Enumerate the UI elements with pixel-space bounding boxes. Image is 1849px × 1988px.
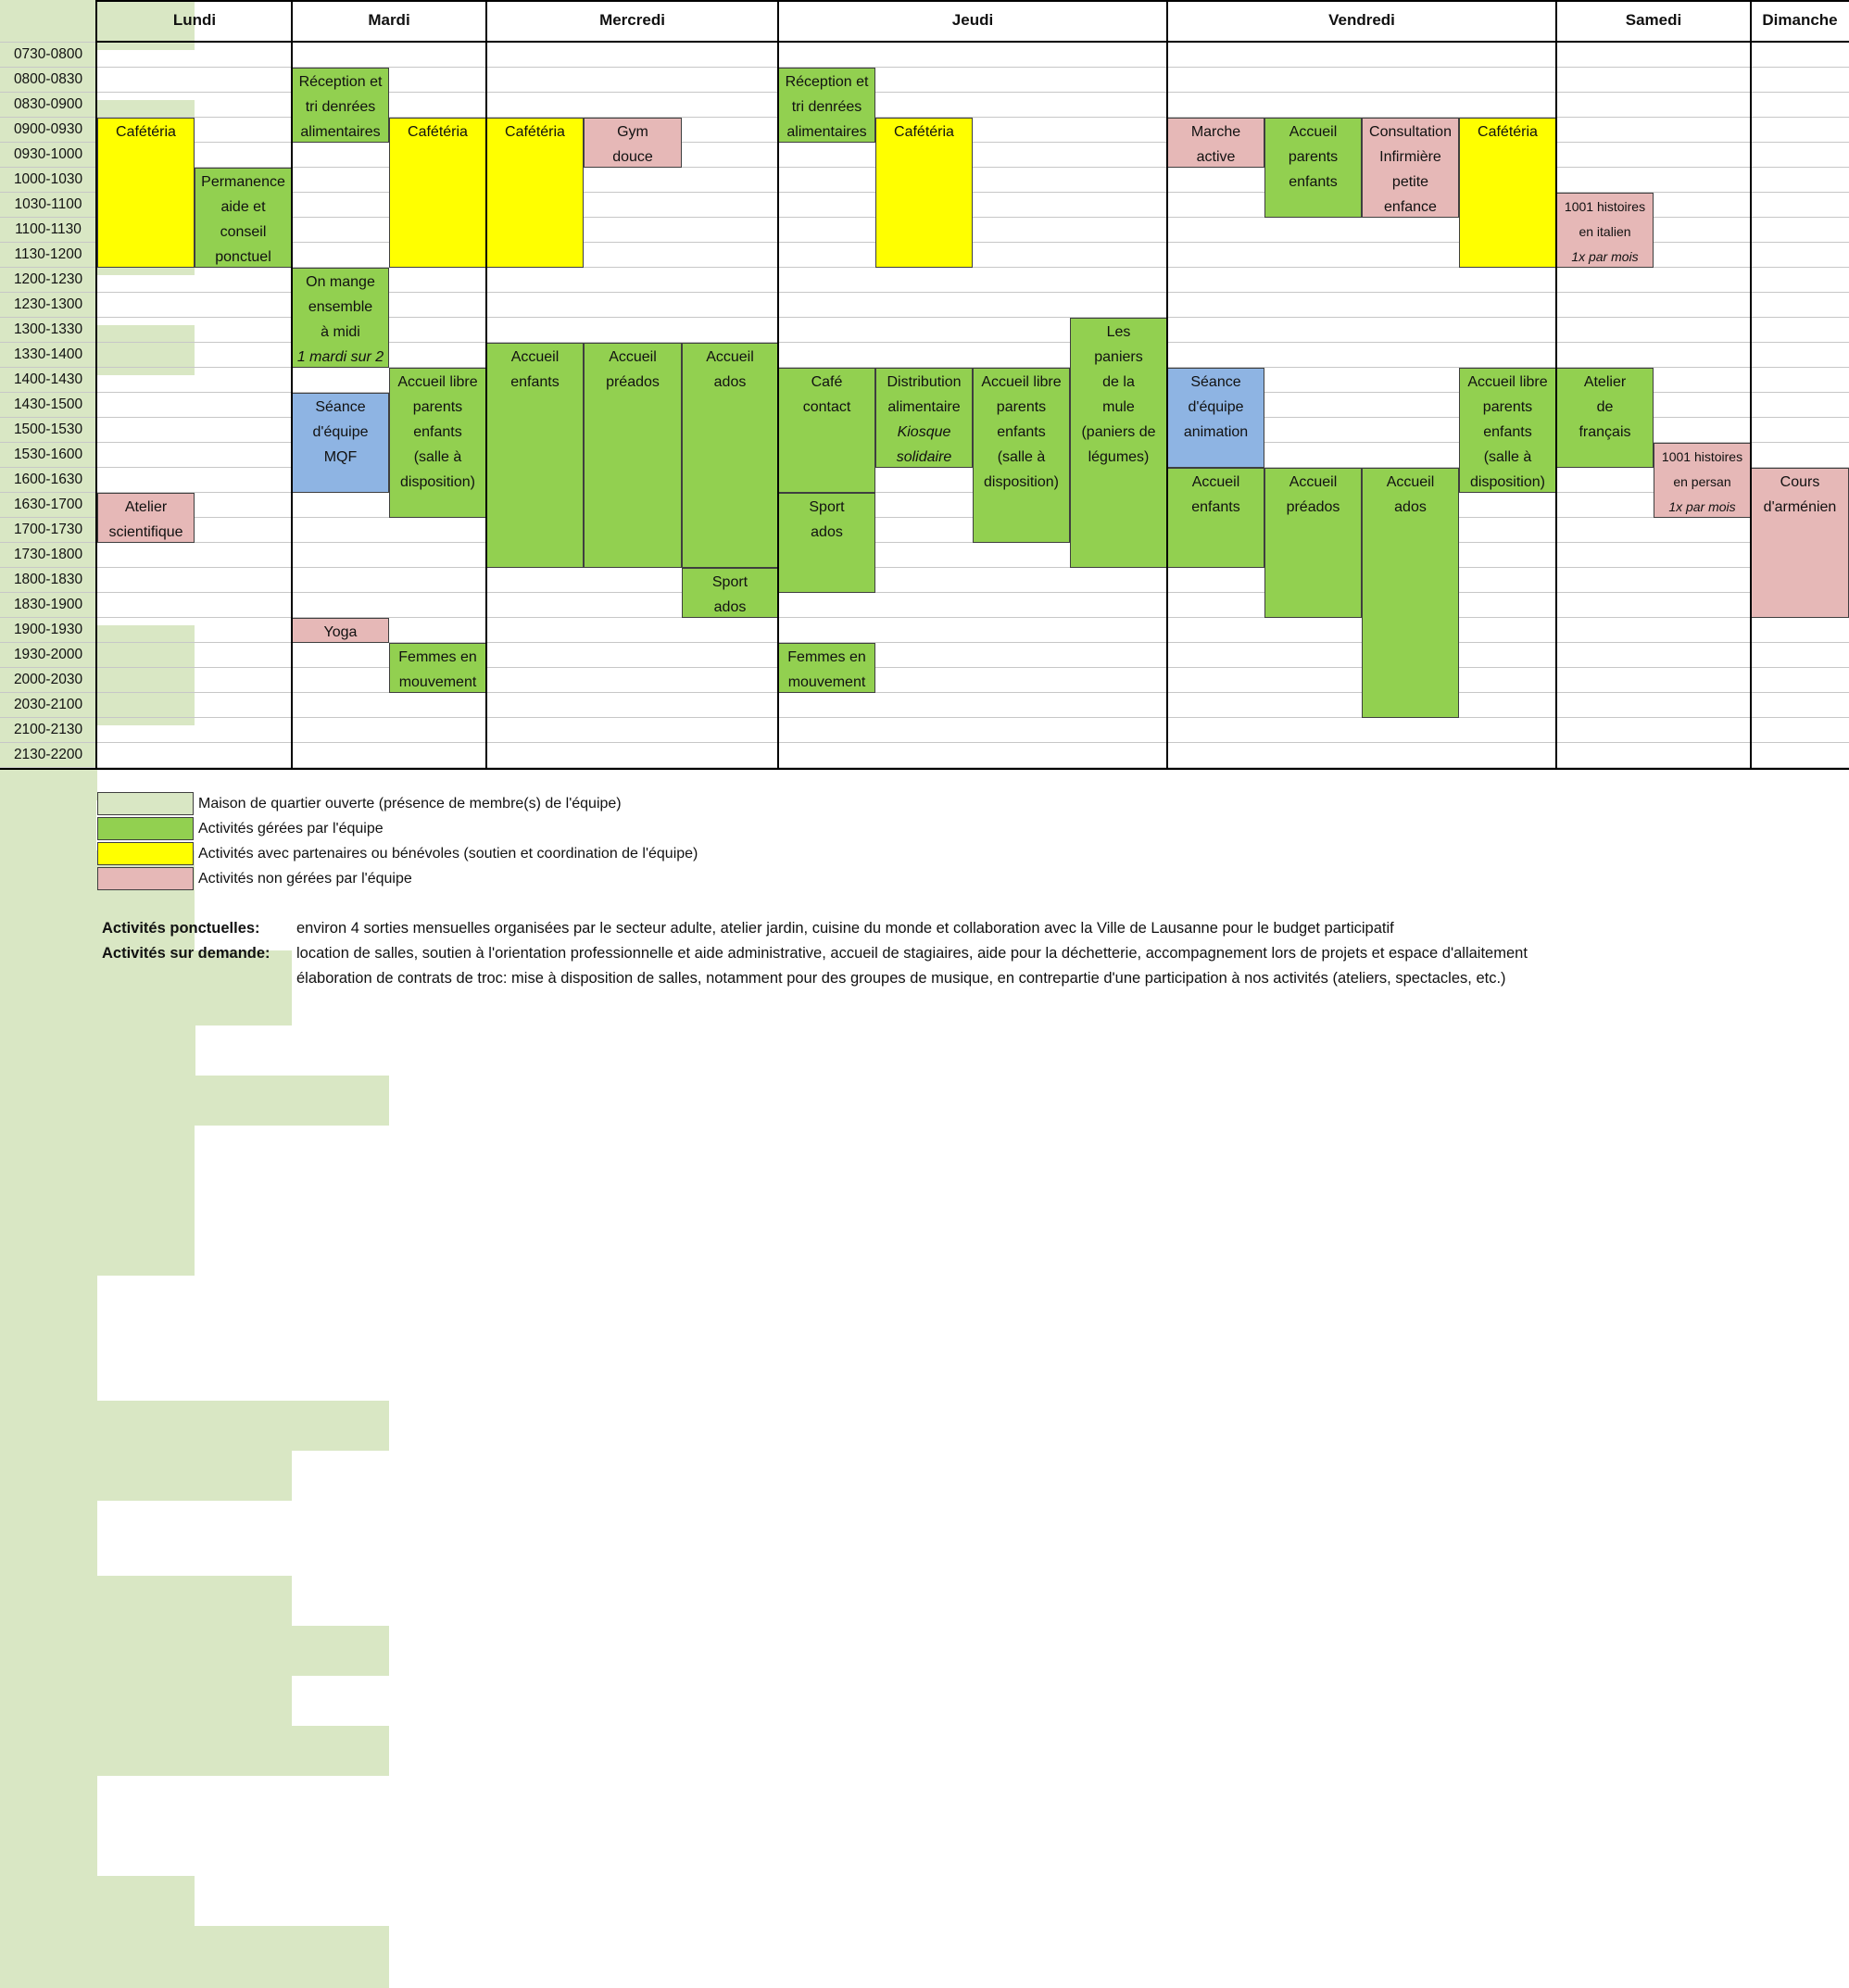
time-slot-label: 1800-1830 xyxy=(13,572,83,587)
open-hours-band xyxy=(0,1726,389,1776)
activity-line: ensemble xyxy=(308,299,373,315)
open-hours-band xyxy=(0,1276,97,1401)
activity-line: (salle à xyxy=(413,449,462,465)
note-text-sur-demande: location de salles, soutien à l'orientation professionnelle et aide administrative, accueil de stagiaires, aide pour la déchetterie, accompagnement lors de projets et espace d'allaitement xyxy=(296,945,1528,962)
activity-line: 1001 histoires xyxy=(1564,199,1646,214)
activity-block xyxy=(1264,468,1362,618)
time-slot-label: 1030-1100 xyxy=(14,196,82,212)
activity-block xyxy=(292,393,389,493)
activity-frequency: 1 mardi sur 2 xyxy=(296,349,384,365)
note-label-ponctuelles: Activités ponctuelles: xyxy=(102,920,260,937)
activity-frequency: 1x par mois xyxy=(1668,499,1736,514)
activity-line: Consultation xyxy=(1369,124,1452,140)
row-gridline xyxy=(0,567,1849,568)
activity-label xyxy=(712,570,748,618)
activity-line: petite xyxy=(1391,174,1429,190)
activity-line: alimentaire xyxy=(887,399,961,415)
activity-line: Accueil libre xyxy=(981,374,1062,390)
time-slot-label: 1730-1800 xyxy=(13,547,83,562)
row-gridline xyxy=(0,517,1849,518)
activity-label xyxy=(510,345,559,395)
activity-line: d'équipe xyxy=(1188,399,1244,415)
activity-block xyxy=(1556,368,1654,468)
activity-label xyxy=(398,645,476,693)
activity-line: On mange xyxy=(306,274,375,290)
activity-line: Marche xyxy=(1190,124,1241,140)
day-separator xyxy=(1750,0,1752,768)
activity-line: Sport xyxy=(711,574,748,590)
row-gridline xyxy=(0,717,1849,718)
legend-label-open: Maison de quartier ouverte (présence de membre(s) de l'équipe) xyxy=(198,796,622,812)
time-slot-label: 1100-1130 xyxy=(15,221,82,237)
activity-line: ados xyxy=(1394,499,1427,515)
row-gridline xyxy=(0,492,1849,493)
activity-block xyxy=(1362,468,1459,718)
row-gridline xyxy=(0,342,1849,343)
day-header-dimanche: Dimanche xyxy=(1762,11,1838,29)
time-slot-label: 2130-2200 xyxy=(13,747,83,762)
activity-line: Accueil libre xyxy=(1467,374,1548,390)
activity-frequency: 1x par mois xyxy=(1571,249,1639,264)
activity-line: enfants xyxy=(1483,424,1532,440)
note-label-sur-demande: Activités sur demande: xyxy=(102,945,270,962)
row-gridline xyxy=(0,692,1849,693)
activity-line: tri denrées xyxy=(305,99,376,115)
activity-line: parents xyxy=(1482,399,1533,415)
activity-line: parents xyxy=(996,399,1047,415)
grid-bottom-border xyxy=(0,768,1849,770)
activity-label xyxy=(706,345,754,395)
activity-label xyxy=(1467,370,1547,493)
activity-line: en persan xyxy=(1673,474,1731,489)
activity-label xyxy=(299,69,383,143)
activity-block xyxy=(1751,468,1849,618)
time-slot-label: 1130-1200 xyxy=(14,246,82,262)
day-separator xyxy=(291,0,293,768)
activity-line: Réception et xyxy=(785,74,869,90)
activity-block xyxy=(1459,368,1556,493)
activity-line: ponctuel xyxy=(215,249,271,265)
activity-line: (salle à xyxy=(1483,449,1532,465)
activity-line: Atelier xyxy=(124,499,168,515)
time-slot-label: 1230-1300 xyxy=(13,296,83,312)
activity-label xyxy=(1191,120,1240,168)
row-gridline xyxy=(0,292,1849,293)
activity-line: Cafétéria xyxy=(505,124,565,140)
activity-line: mouvement xyxy=(398,674,477,690)
activity-block xyxy=(1167,468,1264,568)
activity-line: parents xyxy=(412,399,463,415)
activity-label xyxy=(606,345,660,395)
open-hours-band xyxy=(0,1676,292,1726)
activity-label xyxy=(108,495,182,543)
open-hours-band xyxy=(0,1576,292,1601)
activity-line: conseil xyxy=(220,224,267,240)
activity-label xyxy=(887,370,961,468)
time-slot-label: 1300-1330 xyxy=(13,321,83,337)
activity-label xyxy=(894,120,954,145)
day-header-lundi: Lundi xyxy=(172,11,217,29)
legend-swatch-open xyxy=(97,792,194,815)
activity-block xyxy=(778,643,875,693)
activity-block xyxy=(584,118,682,168)
activity-line: Accueil xyxy=(1289,474,1338,490)
activity-line: Accueil xyxy=(1386,474,1435,490)
activity-label xyxy=(1579,370,1630,445)
activity-block xyxy=(97,118,195,268)
activity-line: Sport xyxy=(809,499,845,515)
activity-block xyxy=(97,493,195,543)
activity-line: Accueil libre xyxy=(397,374,478,390)
activity-line: paniers xyxy=(1094,349,1143,365)
activity-italic-line: Kiosque xyxy=(897,424,951,440)
header-bottom-border xyxy=(96,41,1849,43)
activity-label xyxy=(408,120,468,145)
time-slot-label: 1330-1400 xyxy=(13,346,83,362)
schedule-grid xyxy=(0,0,1849,769)
time-slot-label: 1000-1030 xyxy=(13,171,83,187)
activity-line: (paniers de xyxy=(1081,424,1156,440)
open-hours-band xyxy=(0,1126,195,1276)
time-slot-label: 0800-0830 xyxy=(13,71,83,87)
activity-line: enfants xyxy=(510,374,560,390)
open-hours-band xyxy=(0,1076,389,1126)
activity-line: disposition) xyxy=(1470,474,1545,490)
activity-line: de xyxy=(1596,399,1614,415)
activity-block xyxy=(1167,118,1264,168)
activity-line: Permanence xyxy=(201,174,285,190)
activity-label xyxy=(1764,470,1837,520)
open-hours-band xyxy=(0,800,96,850)
activity-line: Accueil xyxy=(706,349,754,365)
activity-block xyxy=(1167,368,1264,468)
activity-line: enfants xyxy=(413,424,462,440)
day-separator xyxy=(485,0,487,768)
activity-block xyxy=(875,368,973,468)
activity-block xyxy=(584,343,682,568)
activity-block xyxy=(292,68,389,143)
activity-block xyxy=(778,493,875,593)
activity-line: Femmes en xyxy=(787,649,866,665)
open-hours-band xyxy=(0,1926,389,1988)
activity-block xyxy=(1459,118,1556,268)
time-slot-label: 0830-0900 xyxy=(13,96,83,112)
time-slot-label: 1400-1430 xyxy=(13,371,83,387)
activity-line: préados xyxy=(606,374,660,390)
open-hours-band xyxy=(0,1401,389,1451)
activity-line: de la xyxy=(1102,374,1135,390)
activity-block xyxy=(1654,443,1751,518)
legend-label-external: Activités non gérées par l'équipe xyxy=(198,871,412,887)
activity-label xyxy=(803,370,851,420)
activity-line: Cafétéria xyxy=(408,124,468,140)
activity-line: disposition) xyxy=(984,474,1059,490)
row-gridline xyxy=(0,92,1849,93)
day-separator xyxy=(1166,0,1168,768)
activity-line: scientifique xyxy=(108,524,183,540)
activity-italic-line: solidaire xyxy=(896,449,952,465)
activity-line: mouvement xyxy=(787,674,866,690)
time-slot-label: 2100-2130 xyxy=(13,722,83,737)
row-gridline xyxy=(0,542,1849,543)
activity-block xyxy=(389,643,486,693)
activity-line: Yoga xyxy=(323,624,358,640)
activity-line: préados xyxy=(1286,499,1340,515)
activity-label xyxy=(397,370,477,495)
note-text-troc: élaboration de contrats de troc: mise à disposition de salles, notamment pour des groupes de musique, en contrepartie d'une participation à nos activités (ateliers, spectacles, etc.) xyxy=(296,970,1506,987)
day-header-jeudi: Jeudi xyxy=(951,11,994,29)
activity-line: Cafétéria xyxy=(116,124,176,140)
activity-line: 1001 histoires xyxy=(1661,449,1743,464)
activity-line: Cours xyxy=(1780,474,1820,490)
activity-line: animation xyxy=(1183,424,1249,440)
activity-label xyxy=(116,120,176,145)
activity-line: en italien xyxy=(1579,224,1631,239)
activity-line: Séance xyxy=(1190,374,1241,390)
activity-line: tri denrées xyxy=(791,99,862,115)
activity-line: aide et xyxy=(220,199,266,215)
activity-label xyxy=(1287,470,1340,520)
row-gridline xyxy=(0,642,1849,643)
activity-block xyxy=(875,118,973,268)
legend-swatch-partners xyxy=(97,842,194,865)
time-slot-label: 1430-1500 xyxy=(13,396,83,412)
activity-line: enfants xyxy=(1289,174,1338,190)
time-slot-label: 1600-1630 xyxy=(13,472,83,487)
legend-label-team: Activités gérées par l'équipe xyxy=(198,821,384,837)
activity-line: Femmes en xyxy=(398,649,477,665)
row-gridline xyxy=(0,667,1849,668)
activity-line: alimentaires xyxy=(786,124,867,140)
activity-line: Café xyxy=(811,374,843,390)
activity-line: enfants xyxy=(997,424,1046,440)
activity-block xyxy=(292,618,389,643)
activity-label xyxy=(1565,195,1645,268)
open-hours-band xyxy=(0,1601,292,1626)
activity-line: douce xyxy=(612,149,653,165)
activity-line: Séance xyxy=(315,399,366,415)
activity-block xyxy=(1070,318,1167,568)
day-header-mercredi: Mercredi xyxy=(599,11,665,29)
activity-line: Cafétéria xyxy=(1478,124,1538,140)
activity-block xyxy=(778,368,875,493)
activity-block xyxy=(486,343,584,568)
activity-label xyxy=(1387,470,1435,520)
activity-line: active xyxy=(1196,149,1236,165)
activity-line: Cafétéria xyxy=(894,124,954,140)
day-header-samedi: Samedi xyxy=(1625,11,1682,29)
day-header-mardi: Mardi xyxy=(368,11,410,29)
activity-line: contact xyxy=(802,399,851,415)
row-gridline xyxy=(0,742,1849,743)
activity-line: disposition) xyxy=(400,474,475,490)
activity-line: alimentaires xyxy=(300,124,381,140)
activity-line: Accueil xyxy=(510,349,560,365)
activity-block xyxy=(389,368,486,518)
activity-label xyxy=(297,270,384,368)
time-slot-label: 1630-1700 xyxy=(13,497,83,512)
time-slot-label: 2030-2100 xyxy=(13,697,83,712)
activity-line: d'arménien xyxy=(1763,499,1837,515)
open-hours-band xyxy=(0,1876,195,1926)
note-text-ponctuelles: environ 4 sorties mensuelles organisées par le secteur adulte, atelier jardin, cuisine du monde et collaboration avec la Ville de Lausanne pour le budget participatif xyxy=(296,920,1394,937)
day-header-vendredi: Vendredi xyxy=(1328,11,1395,29)
open-hours-band xyxy=(0,1776,97,1876)
day-separator xyxy=(777,0,779,768)
activity-line: ados xyxy=(713,374,747,390)
time-slot-label: 2000-2030 xyxy=(13,672,83,687)
activity-line: Atelier xyxy=(1583,374,1627,390)
legend-label-partners: Activités avec partenaires ou bénévoles (soutien et coordination de l'équipe) xyxy=(198,846,698,862)
time-slot-label: 1830-1900 xyxy=(13,597,83,612)
activity-line: (salle à xyxy=(997,449,1046,465)
activity-line: Accueil xyxy=(1289,124,1338,140)
time-slot-label: 1200-1230 xyxy=(13,271,83,287)
activity-block xyxy=(195,168,292,268)
time-slot-label: 1900-1930 xyxy=(13,622,83,637)
activity-line: MQF xyxy=(323,449,358,465)
activity-block xyxy=(486,118,584,268)
activity-label xyxy=(981,370,1061,495)
activity-label xyxy=(1289,120,1338,195)
activity-line: Les xyxy=(1106,324,1131,340)
activity-line: enfance xyxy=(1384,199,1437,215)
activity-line: mule xyxy=(1102,399,1135,415)
activity-line: Infirmière xyxy=(1379,149,1441,165)
activity-label xyxy=(1662,445,1742,518)
day-separator xyxy=(95,0,97,768)
time-slot-label: 0900-0930 xyxy=(13,121,83,137)
row-gridline xyxy=(0,67,1849,68)
activity-line: ados xyxy=(713,599,747,615)
activity-label xyxy=(505,120,565,145)
activity-label xyxy=(786,69,869,143)
activity-block xyxy=(973,368,1070,543)
activity-line: d'équipe xyxy=(312,424,369,440)
activity-line: parents xyxy=(1288,149,1339,165)
activity-line: à midi xyxy=(321,324,360,340)
time-slot-label: 0730-0800 xyxy=(13,46,83,62)
row-gridline xyxy=(0,592,1849,593)
day-separator xyxy=(1555,0,1557,768)
activity-label xyxy=(1478,120,1538,145)
activity-label xyxy=(787,645,865,693)
activity-label xyxy=(1184,370,1248,445)
activity-line: Gym xyxy=(617,124,648,140)
top-border xyxy=(96,0,1849,2)
activity-block xyxy=(682,343,778,568)
activity-line: français xyxy=(1579,424,1631,440)
activity-block xyxy=(1362,118,1459,218)
activity-label xyxy=(313,395,369,470)
activity-block xyxy=(292,268,389,368)
activity-label xyxy=(612,120,653,168)
activity-label xyxy=(324,620,358,643)
time-slot-label: 1930-2000 xyxy=(13,647,83,662)
activity-label xyxy=(201,170,285,268)
activity-line: légumes) xyxy=(1088,449,1150,465)
activity-label xyxy=(1081,320,1155,470)
activity-block xyxy=(389,118,486,268)
open-hours-band xyxy=(0,1451,292,1501)
time-slot-label: 1700-1730 xyxy=(13,522,83,537)
row-gridline xyxy=(0,317,1849,318)
activity-label xyxy=(809,495,844,545)
time-slot-label: 1530-1600 xyxy=(13,447,83,462)
activity-line: Accueil xyxy=(1191,474,1240,490)
open-hours-band xyxy=(0,1626,389,1676)
activity-line: enfants xyxy=(1191,499,1240,515)
activity-block xyxy=(682,568,778,618)
activity-label xyxy=(1369,120,1452,218)
open-hours-band xyxy=(0,1025,195,1076)
activity-block xyxy=(1556,193,1654,268)
time-slot-label: 0930-1000 xyxy=(13,146,83,162)
legend-swatch-external xyxy=(97,867,194,890)
activity-label xyxy=(1191,470,1239,520)
activity-line: Réception et xyxy=(298,74,383,90)
time-slot-label: 1500-1530 xyxy=(13,422,83,437)
activity-line: Distribution xyxy=(887,374,962,390)
activity-block xyxy=(778,68,875,143)
activity-block xyxy=(1264,118,1362,218)
legend-swatch-team xyxy=(97,817,194,840)
row-gridline xyxy=(0,617,1849,618)
activity-line: ados xyxy=(811,524,843,540)
activity-line: Accueil xyxy=(609,349,657,365)
open-hours-band xyxy=(0,1501,97,1576)
